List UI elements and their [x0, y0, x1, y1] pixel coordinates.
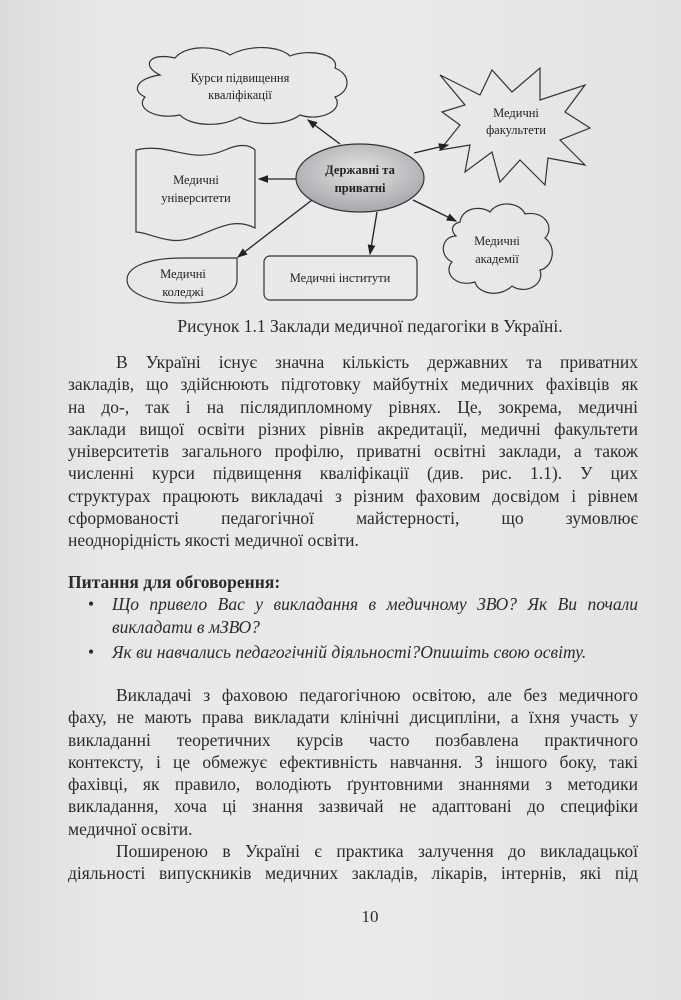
- question-line: Як ви навчались педагогічній діяльності?Опишіть свою освіту.: [112, 641, 587, 662]
- node-institutes-rect: [264, 256, 417, 300]
- node-center-ellipse: [296, 144, 424, 212]
- text-line: неоднорідність якості медичної освіти.: [68, 530, 359, 551]
- text-line: медичної освіти.: [68, 818, 193, 839]
- text-line: численні курси підвищення кваліфікації (див. рис. 1.1). У цих: [68, 463, 638, 484]
- center-line1: Державні та: [325, 163, 395, 177]
- node-colleges-teardrop: [127, 258, 237, 303]
- node-institutes-label: Медичні інститути: [289, 271, 391, 285]
- text-line: фахівці, як правило, володіють ґрунтовними знаннями з методики: [68, 774, 638, 795]
- text-line: Викладачі з фаховою педагогічною освітою, але без медичного: [116, 685, 638, 705]
- arrow-to-academies: [413, 200, 456, 221]
- figure-caption: Рисунок 1.1 Заклади медичної педагогіки в Україні.: [177, 316, 563, 336]
- discussion-question: [68, 641, 638, 663]
- paragraph-2: [68, 684, 638, 885]
- text-line: контексту, і це обмежує ефективність навчання. З іншого боку, такі: [68, 751, 638, 772]
- text-line: сформованості педагогічної майстерності, що зумовлює: [68, 508, 638, 529]
- node-academies-line1: Медичні: [474, 234, 520, 248]
- question-line: Що привело Вас у викладання в медичному ЗВО? Як Ви почали: [112, 594, 638, 615]
- arrow-to-institutes: [370, 212, 377, 254]
- bullet-icon: •: [88, 594, 95, 615]
- figure-diagram: [0, 0, 681, 320]
- text-line: В Україні існує значна кількість державних та приватних: [116, 352, 638, 372]
- bullet-icon: •: [88, 641, 95, 662]
- node-courses-cloud: [137, 48, 347, 125]
- arrow-to-colleges: [238, 200, 312, 257]
- paragraph-1: [68, 351, 638, 552]
- node-courses-line2: кваліфікації: [208, 88, 272, 102]
- discussion-question: [68, 593, 638, 638]
- node-colleges-line1: Медичні: [160, 267, 206, 281]
- node-universities-line1: Медичні: [173, 173, 219, 187]
- node-academies-line2: академії: [475, 252, 519, 266]
- arrow-to-courses: [308, 120, 340, 144]
- page-number: 10: [361, 907, 379, 926]
- node-colleges-line2: коледжі: [162, 285, 204, 299]
- text-line: на до-, так і на післядипломному рівнях. Це, зокрема, медичні: [68, 396, 638, 417]
- center-line2: приватні: [334, 181, 386, 195]
- discussion-heading: Питання для обговорення:: [68, 572, 281, 592]
- node-faculties-line1: Медичні: [493, 106, 539, 120]
- node-universities-document: [136, 145, 255, 240]
- text-line: університетів загального профілю, приватні освітні заклади, а також: [68, 441, 638, 462]
- discussion-section: [68, 571, 638, 663]
- text-line: заклади вищої освіти різних рівнів акредитації, медичні факультети: [68, 418, 638, 439]
- text-line: діяльності випускників медичних закладів, лікарів, інтернів, які під: [68, 863, 638, 884]
- node-faculties-star: [440, 68, 590, 185]
- node-academies-cloud: [443, 204, 552, 293]
- node-faculties-line2: факультети: [486, 123, 546, 137]
- question-line: викладати в мЗВО?: [112, 616, 260, 637]
- text-line: викладання, хоча ці знання зазвичай не адаптовані до специфіки: [68, 796, 638, 817]
- text-line: Поширеною в Україні є практика залучення до викладацької: [116, 841, 638, 862]
- text-line: фаху, не мають права викладати клінічні дисципліни, а їхня участь у: [68, 707, 638, 728]
- text-line: викладанні теоретичних курсів часто позбавлена практичного: [68, 729, 638, 750]
- text-line: структурах працюють викладачі з різним фаховим досвідом і рівнем: [68, 485, 638, 506]
- text-line: закладів, що здійснюють підготовку майбутніх медичних фахівців як: [68, 374, 638, 395]
- node-universities-line2: університети: [161, 191, 231, 205]
- node-courses-line1: Курси підвищення: [190, 71, 290, 85]
